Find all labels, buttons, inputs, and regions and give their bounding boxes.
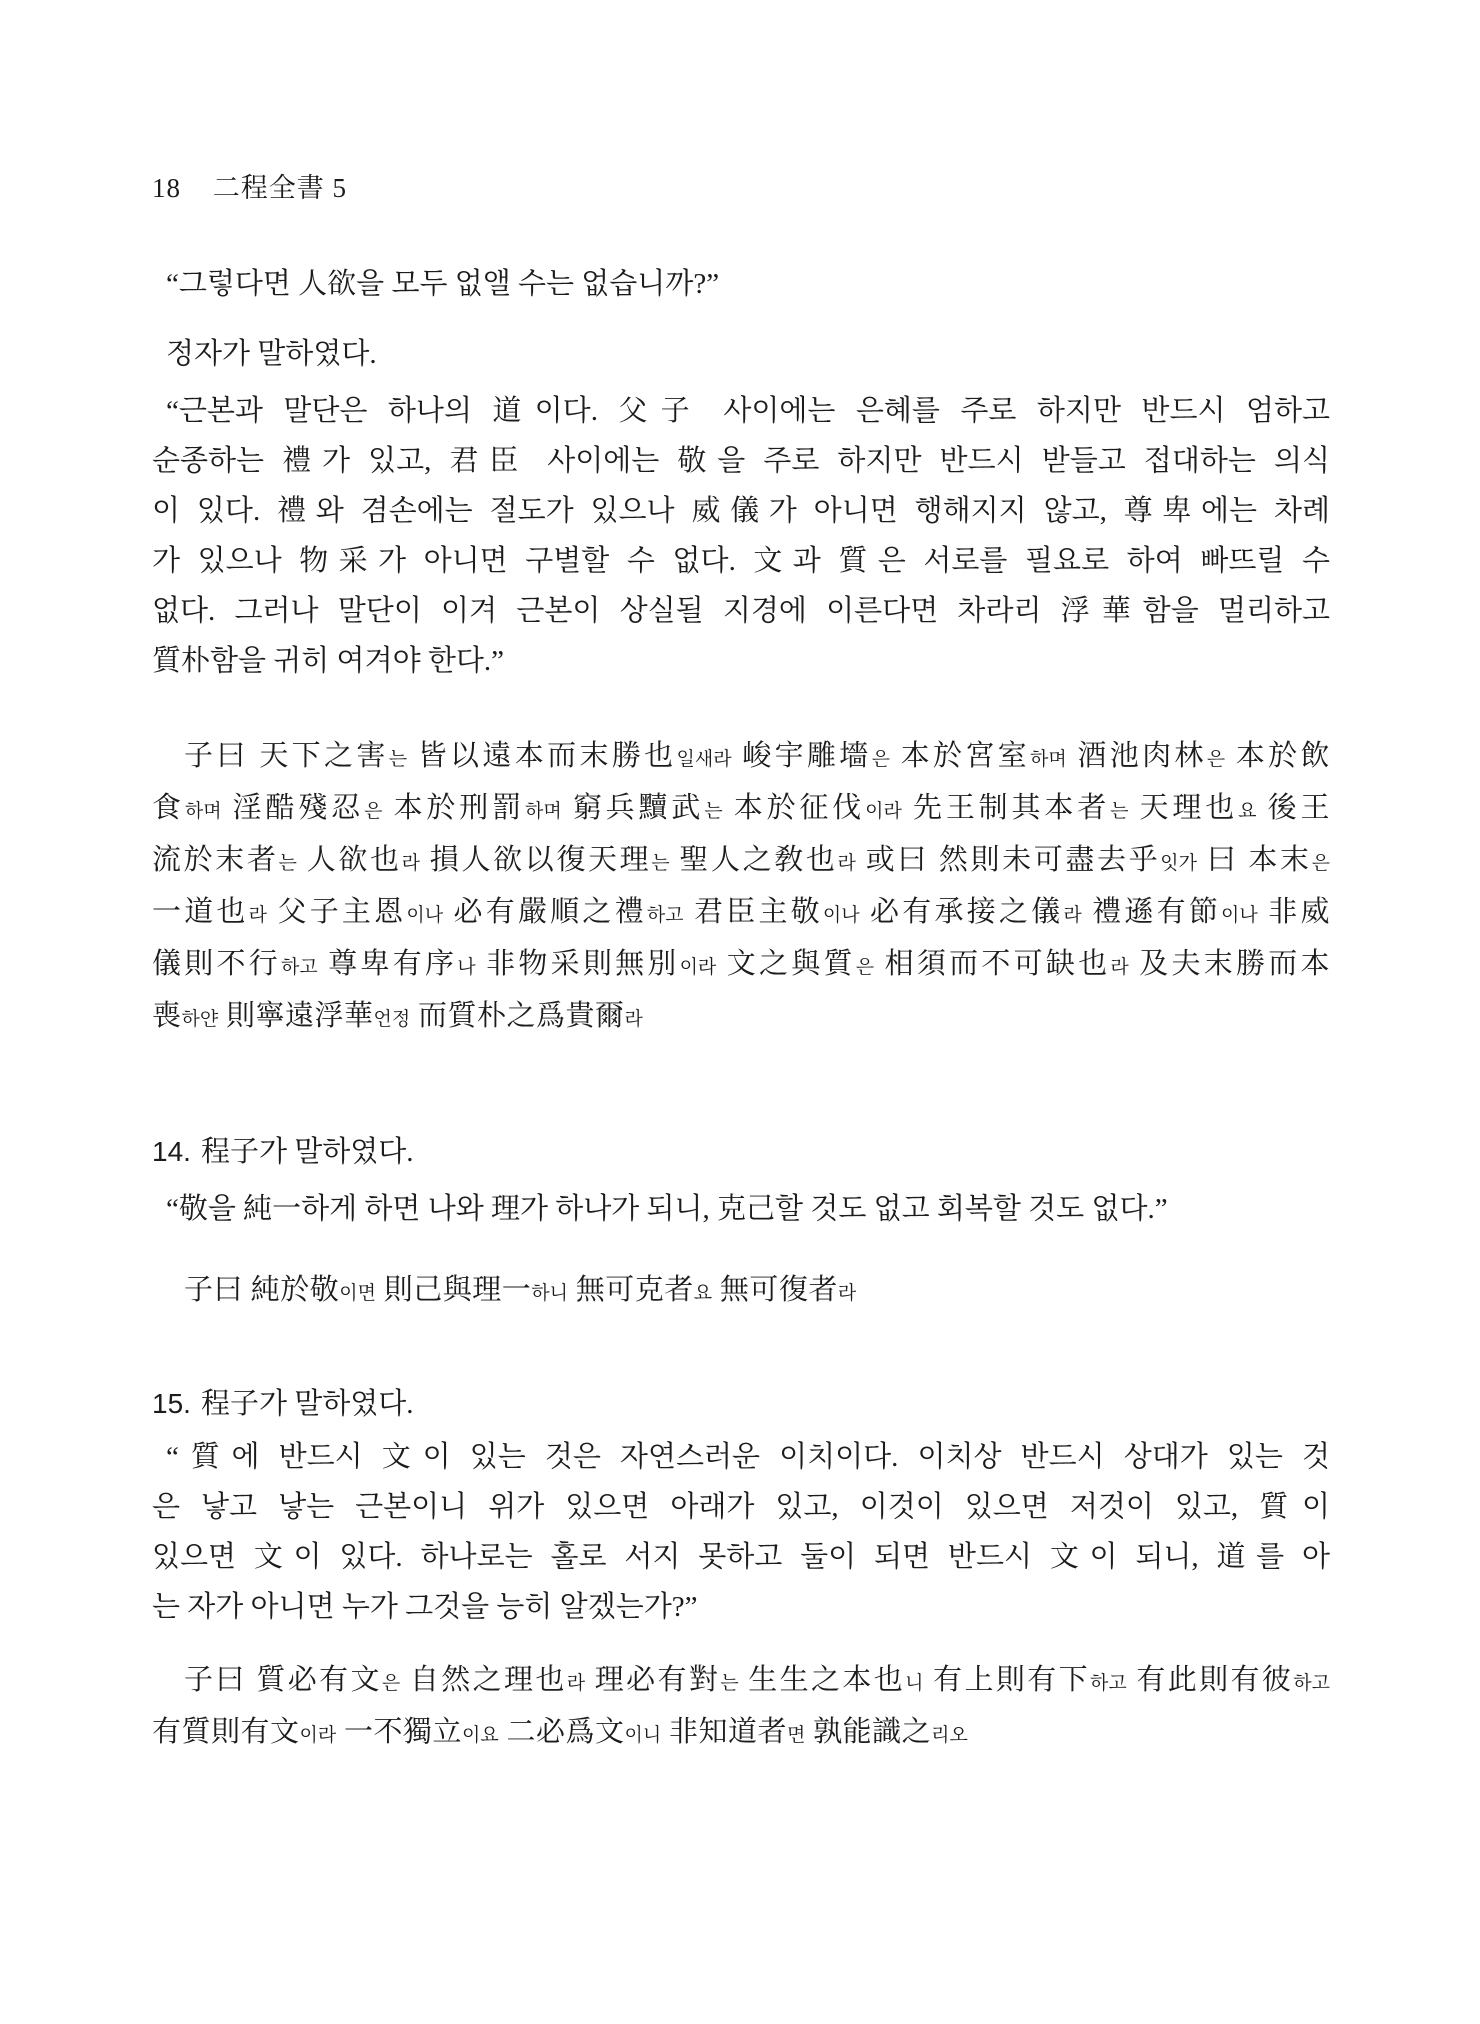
hangul-reading-suffix: 라 [624, 1009, 643, 1030]
text-line: 은 낳고 낳는 근본이니 위가 있으면 아래가 있고, 이것이 있으면 저것이 있고, 質이 [152, 1491, 1330, 1523]
hangul-reading-suffix: 라 [248, 905, 268, 926]
hangul-reading-suffix: 은 [364, 801, 383, 822]
hangul-reading-suffix: 은 [855, 957, 875, 978]
hanmun-text: 自然之理也 [400, 1664, 567, 1696]
hangul-reading-suffix: 니 [905, 1673, 924, 1694]
hangul-reading-suffix: 요 [1238, 801, 1257, 822]
hanmun-text: 一不獨立 [336, 1716, 462, 1748]
hanmun-text: 淫酷殘忍 [221, 792, 365, 824]
hanmun-text: 曰 本末 [1196, 844, 1312, 876]
text-line: 순종하는 禮가 있고, 君臣 사이에는 敬을 주로 하지만 반드시 받들고 접대하는 의식 [152, 445, 1330, 477]
hangul-reading-suffix: 리오 [931, 1725, 968, 1746]
hanmun-text: 本於飲 [1225, 740, 1330, 772]
hanmun-text: 必有承接之儀 [859, 896, 1064, 928]
hangul-reading-suffix: 라 [837, 1283, 857, 1304]
hangul-reading-suffix: 하며 [184, 801, 222, 822]
hangul-reading-suffix: 요 [693, 1283, 713, 1304]
hangul-reading-suffix: 이요 [462, 1725, 499, 1746]
hangul-reading-suffix: 라 [566, 1673, 586, 1694]
hanmun-text: 有上則有下 [923, 1664, 1091, 1696]
hangul-reading-suffix: 하고 [1090, 1673, 1127, 1694]
hanmun-text: 一道也 [152, 896, 249, 928]
section-15-speaker: 程子가 말하였다. [200, 1388, 414, 1420]
hanmun-text: 有質則有文 [152, 1716, 300, 1748]
hangul-reading-suffix: 하며 [525, 801, 562, 822]
page-header [0, 0, 1480, 204]
hangul-reading-suffix: 는 [704, 801, 723, 822]
hangul-reading-suffix: 은 [1206, 749, 1226, 770]
hangul-reading-suffix: 하며 [1030, 749, 1067, 770]
dialogue-question: “그렇다면 人欲을 모두 없앨 수는 없습니까?” [166, 268, 720, 300]
hangul-reading-suffix: 는 [278, 853, 297, 874]
text-line: “質에 반드시 文이 있는 것은 자연스러운 이치이다. 이치상 반드시 상대가 있는 것 [166, 1441, 1330, 1473]
page-number: 18 [152, 173, 181, 203]
hanmun-text: 本於征伐 [722, 792, 866, 824]
text-line [152, 992, 1330, 1044]
text-line: “敬을 純一하게 하면 나와 理가 하나가 되니, 克己할 것도 없고 회복할 것도 없다.” [166, 1193, 1168, 1225]
hanmun-text: 非威 [1257, 896, 1330, 928]
text-line: 있으면 文이 있다. 하나로는 홀로 서지 못하고 둘이 되면 반드시 文이 되니, 道를 아 [152, 1541, 1330, 1573]
hanmun-text: 先王制其本者 [901, 792, 1111, 824]
hanmun-text: 無可克者 [567, 1274, 694, 1306]
hangul-reading-suffix: 이나 [1221, 905, 1258, 926]
hangul-reading-suffix: 는 [720, 1673, 739, 1694]
hanmun-text: 生生之本也 [738, 1664, 906, 1696]
hanmun-text: 非知道者 [661, 1716, 787, 1748]
hanmun-text: 聖人之敎也 [669, 844, 838, 876]
text-line [152, 732, 1330, 784]
hanmun-text: 則己與理一 [375, 1274, 532, 1306]
hangul-reading-suffix: 하고 [281, 957, 318, 978]
section-15-number: 15. [152, 1388, 191, 1419]
section-15-hanmun [152, 1656, 1330, 1760]
hanmun-text: 文之與質 [716, 948, 856, 980]
text-line [152, 1656, 1330, 1708]
hanmun-text: 子曰 質必有文 [184, 1664, 382, 1696]
hangul-reading-suffix: 이라 [865, 801, 902, 822]
text-line: 가 있으나 物采가 아니면 구별할 수 없다. 文과 質은 서로를 필요로 하여 빠뜨릴 수 [152, 545, 1330, 577]
hangul-reading-suffix: 언정 [373, 1009, 411, 1030]
hangul-reading-suffix: 하고 [646, 905, 684, 926]
hanmun-text: 皆以遠本而末勝也 [407, 740, 677, 772]
hanmun-text: 酒池肉林 [1066, 740, 1207, 772]
hanmun-text: 子曰 純於敬 [184, 1274, 340, 1306]
hanmun-text: 後王 [1256, 792, 1330, 824]
page-content [152, 260, 1330, 1760]
hanmun-text: 必有嚴順之禮 [443, 896, 647, 928]
section-14-hanmun [152, 1266, 1330, 1318]
hanmun-text: 及夫末勝而本 [1128, 948, 1330, 980]
hanmun-text: 非物采則無別 [475, 948, 680, 980]
hangul-reading-suffix: 나 [457, 957, 476, 978]
text-line: 없다. 그러나 말단이 이겨 근본이 상실될 지경에 이른다면 차라리 浮華함을 멀리하고 [152, 595, 1330, 627]
hangul-reading-suffix: 은 [381, 1673, 401, 1694]
book-title: 二程全書 5 [212, 173, 347, 203]
hanmun-text: 或曰 然則未可盡去乎 [855, 844, 1161, 876]
text-line: 質朴함을 귀히 여겨야 한다.” [152, 645, 504, 677]
hangul-reading-suffix: 하니 [531, 1283, 568, 1304]
hanmun-text: 儀則不行 [152, 948, 281, 980]
hanmun-text: 窮兵黷武 [561, 792, 705, 824]
hanmun-text: 君臣主敬 [683, 896, 823, 928]
section-15-heading [152, 1380, 1330, 1428]
hangul-reading-suffix: 일새라 [676, 749, 732, 770]
hanmun-text: 喪 [152, 1000, 182, 1032]
hangul-reading-suffix: 은 [871, 749, 890, 770]
dialogue-answer-paragraph [152, 386, 1330, 686]
hangul-reading-suffix: 는 [651, 853, 670, 874]
hanmun-text: 禮遜有節 [1081, 896, 1222, 928]
hanmun-text: 則寧遠浮華 [218, 1000, 374, 1032]
hangul-reading-suffix: 이라 [299, 1725, 337, 1746]
hanmun-text: 峻宇雕墻 [731, 740, 872, 772]
hangul-reading-suffix: 잇가 [1160, 853, 1197, 874]
section-14-speaker: 程子가 말하였다. [200, 1136, 414, 1168]
text-line [152, 1266, 1330, 1318]
section-14-number: 14. [152, 1136, 191, 1167]
hangul-reading-suffix: 이니 [624, 1725, 662, 1746]
text-line [152, 940, 1330, 992]
hangul-reading-suffix: 이라 [679, 957, 717, 978]
hanmun-text: 而質朴之爲貴爾 [410, 1000, 625, 1032]
dialogue-hanmun-paragraph [152, 732, 1330, 1044]
hanmun-text: 食 [152, 792, 185, 824]
hanmun-text: 理必有對 [585, 1664, 721, 1696]
hangul-reading-suffix: 이면 [339, 1283, 376, 1304]
section-14-quote [152, 1184, 1330, 1234]
hanmun-text: 流於末者 [152, 844, 279, 876]
hangul-reading-suffix: 는 [1110, 801, 1129, 822]
hangul-reading-suffix: 라 [1063, 905, 1082, 926]
hangul-reading-suffix: 하고 [1293, 1673, 1330, 1694]
text-line [152, 888, 1330, 940]
hangul-reading-suffix: 하얀 [181, 1009, 219, 1030]
dialogue-speaker: 정자가 말하였다. [166, 338, 377, 370]
hangul-reading-suffix: 은 [1311, 853, 1330, 874]
hanmun-text: 尊卑有序 [317, 948, 458, 980]
hangul-reading-suffix: 는 [388, 749, 408, 770]
hanmun-text: 孰能識之 [805, 1716, 932, 1748]
text-line [152, 784, 1330, 836]
section-14-heading [152, 1128, 1330, 1176]
hanmun-text: 天理也 [1128, 792, 1239, 824]
hangul-reading-suffix: 이나 [406, 905, 444, 926]
text-line: 이 있다. 禮와 겸손에는 절도가 있으나 威儀가 아니면 행해지지 않고, 尊卑에는 차례 [152, 495, 1330, 527]
hanmun-text: 本於刑罰 [382, 792, 525, 824]
text-line: “근본과 말단은 하나의 道이다. 父子 사이에는 은혜를 주로 하지만 반드시 엄하고 [166, 395, 1330, 427]
hanmun-text: 子曰 天下之害 [184, 740, 389, 772]
hangul-reading-suffix: 라 [837, 853, 856, 874]
hanmun-text: 本於宮室 [890, 740, 1031, 772]
text-line [152, 836, 1330, 888]
section-15-quote [152, 1432, 1330, 1632]
hanmun-text: 無可復者 [712, 1274, 838, 1306]
hanmun-text: 父子主恩 [267, 896, 407, 928]
hangul-reading-suffix: 라 [1110, 957, 1129, 978]
hanmun-text: 損人欲以復天理 [419, 844, 652, 876]
hangul-reading-suffix: 면 [786, 1725, 806, 1746]
text-line: 는 자가 아니면 누가 그것을 능히 알겠는가?” [152, 1591, 698, 1623]
hanmun-text: 人欲也 [296, 844, 402, 876]
hangul-reading-suffix: 라 [401, 853, 420, 874]
hanmun-text: 二必爲文 [498, 1716, 625, 1748]
text-line [152, 1708, 1330, 1760]
hanmun-text: 有此則有彼 [1126, 1664, 1294, 1696]
hanmun-text: 相須而不可缺也 [874, 948, 1111, 980]
hangul-reading-suffix: 이나 [822, 905, 860, 926]
